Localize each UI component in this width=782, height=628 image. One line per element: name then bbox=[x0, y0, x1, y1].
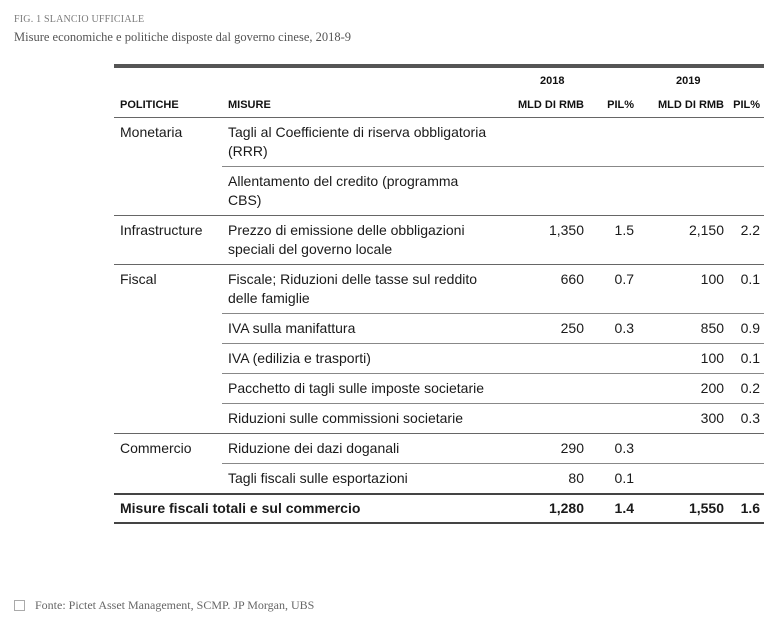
pil-2019-cell: 0.1 bbox=[728, 344, 764, 374]
policy-cell: Fiscal bbox=[114, 265, 222, 434]
rmb-2019-cell bbox=[638, 464, 728, 495]
pil-2019-cell: 0.2 bbox=[728, 374, 764, 404]
measure-cell: IVA (edilizia e trasporti) bbox=[222, 344, 498, 374]
pil-2018-cell bbox=[588, 374, 638, 404]
policy-cell: Monetaria bbox=[120, 124, 183, 140]
rmb-2018-cell bbox=[498, 404, 588, 434]
rmb-2019-cell bbox=[638, 434, 728, 464]
pil-2019-cell: 2.2 bbox=[728, 216, 764, 265]
rmb-2019-cell: 200 bbox=[638, 374, 728, 404]
table-row bbox=[114, 434, 764, 464]
header-rmb-2018: MLD DI RMB bbox=[498, 93, 588, 118]
pil-2018-cell: 1.5 bbox=[588, 216, 638, 265]
header-pil-2019: PIL% bbox=[728, 93, 764, 118]
pil-2018-cell: 0.3 bbox=[588, 314, 638, 344]
pil-2019-cell bbox=[728, 167, 764, 216]
measure-cell: Riduzione dei dazi doganali bbox=[222, 434, 498, 464]
rmb-2019-cell bbox=[638, 167, 728, 216]
rmb-2018-cell: 290 bbox=[498, 434, 588, 464]
header-rmb-2019: MLD DI RMB bbox=[638, 93, 728, 118]
pil-2019-cell bbox=[728, 118, 764, 167]
rmb-2019-cell: 300 bbox=[638, 404, 728, 434]
figure-subtitle: Misure economiche e politiche disposte dal governo cinese, 2018-9 bbox=[14, 30, 352, 44]
pil-2018-cell: 0.7 bbox=[588, 265, 638, 314]
rmb-2019-cell: 100 bbox=[638, 265, 728, 314]
source-text: Fonte: Pictet Asset Management, SCMP. JP Morgan, UBS bbox=[35, 598, 315, 612]
rmb-2018-cell bbox=[498, 167, 588, 216]
pil-2019-cell: 0.9 bbox=[728, 314, 764, 344]
rmb-2018-cell bbox=[498, 118, 588, 167]
rmb-2018-cell bbox=[498, 374, 588, 404]
pil-2018-cell bbox=[588, 404, 638, 434]
measure-cell: Allentamento del credito (programma CBS) bbox=[222, 167, 498, 216]
measure-cell: Riduzioni sulle commissioni societarie bbox=[222, 404, 498, 434]
pil-2018-cell: 0.1 bbox=[588, 464, 638, 495]
policy-cell: Commercio bbox=[114, 434, 222, 495]
rmb-2018-cell: 660 bbox=[498, 265, 588, 314]
policy-table-container bbox=[114, 64, 764, 524]
rmb-2019-cell: 100 bbox=[638, 344, 728, 374]
year-2019-header: 2019 bbox=[676, 74, 701, 87]
total-row bbox=[114, 494, 764, 523]
source-checkbox-icon bbox=[14, 600, 25, 611]
rmb-2019-cell: 2,150 bbox=[638, 216, 728, 265]
rmb-2019-cell: 850 bbox=[638, 314, 728, 344]
measure-cell: Tagli fiscali sulle esportazioni bbox=[222, 464, 498, 495]
table-row bbox=[114, 265, 764, 314]
rmb-2019-cell bbox=[638, 118, 728, 167]
measure-cell: Fiscale; Riduzioni delle tasse sul reddito delle famiglie bbox=[222, 265, 498, 314]
year-2018-header: 2018 bbox=[540, 74, 565, 87]
figure-label: FIG. 1 SLANCIO UFFICIALE bbox=[14, 14, 145, 25]
pil-2018-cell bbox=[588, 344, 638, 374]
total-pil-2018: 1.4 bbox=[588, 494, 638, 523]
header-pil-2018: PIL% bbox=[588, 93, 638, 118]
total-rmb-2019: 1,550 bbox=[638, 494, 728, 523]
rmb-2018-cell bbox=[498, 344, 588, 374]
policy-table bbox=[114, 68, 764, 524]
total-pil-2019: 1.6 bbox=[728, 494, 764, 523]
policy-cell: Infrastructure bbox=[114, 216, 222, 265]
rmb-2018-cell: 250 bbox=[498, 314, 588, 344]
pil-2018-cell bbox=[588, 118, 638, 167]
measure-cell: Tagli al Coefficiente di riserva obbligatoria (RRR) bbox=[228, 124, 487, 159]
pil-2018-cell: 0.3 bbox=[588, 434, 638, 464]
column-header-row bbox=[114, 93, 764, 118]
measure-cell: Prezzo di emissione delle obbligazioni speciali del governo locale bbox=[222, 216, 498, 265]
pil-2019-cell bbox=[728, 434, 764, 464]
table-row bbox=[114, 216, 764, 265]
rmb-2018-cell: 80 bbox=[498, 464, 588, 495]
pil-2019-cell bbox=[728, 464, 764, 495]
pil-2019-cell: 0.1 bbox=[728, 265, 764, 314]
measure-cell: Pacchetto di tagli sulle imposte societarie bbox=[222, 374, 498, 404]
year-header-row bbox=[114, 68, 764, 93]
total-label: Misure fiscali totali e sul commercio bbox=[114, 494, 498, 523]
measure-cell: IVA sulla manifattura bbox=[222, 314, 498, 344]
pil-2019-cell: 0.3 bbox=[728, 404, 764, 434]
rmb-2018-cell: 1,350 bbox=[498, 216, 588, 265]
header-misure: MISURE bbox=[222, 93, 498, 118]
total-rmb-2018: 1,280 bbox=[498, 494, 588, 523]
pil-2018-cell bbox=[588, 167, 638, 216]
source-note bbox=[14, 598, 314, 613]
header-politiche: POLITICHE bbox=[114, 93, 222, 118]
table-row bbox=[114, 118, 764, 167]
